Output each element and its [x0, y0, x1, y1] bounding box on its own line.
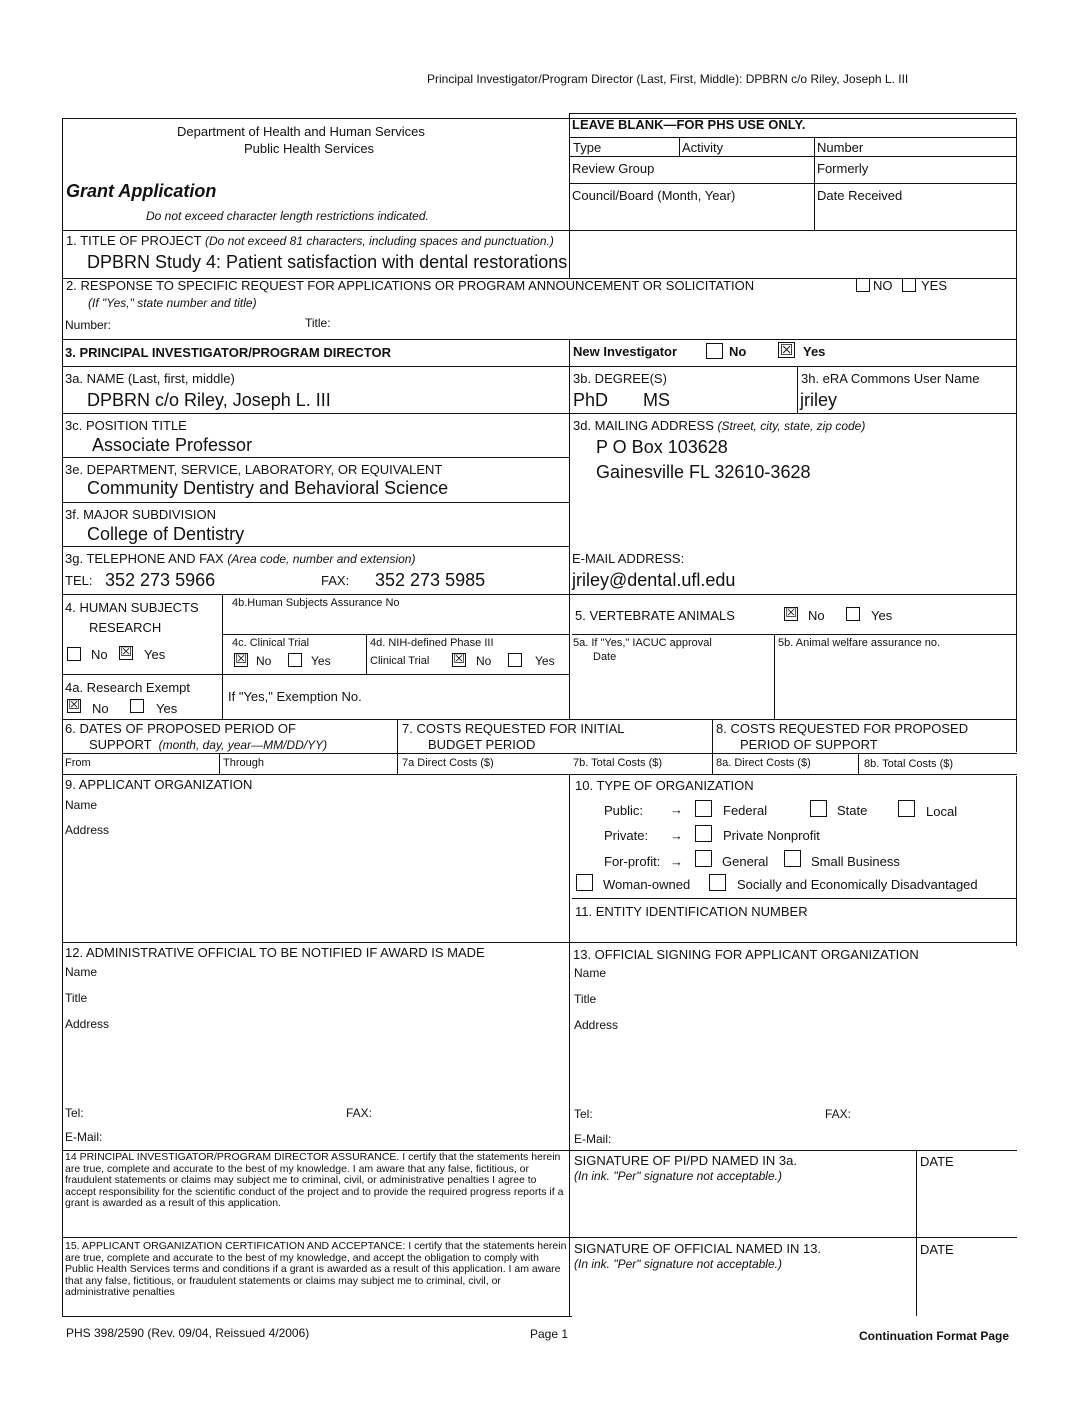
new-inv-yes-label: Yes — [803, 344, 826, 359]
form-title: Grant Application — [66, 181, 217, 201]
item2-yes-label: YES — [921, 278, 948, 293]
direct-costs-8a: 8a. Direct Costs ($) — [716, 757, 811, 769]
new-inv-no-label: No — [729, 344, 747, 359]
signing-official-label: 13. OFFICIAL SIGNING FOR APPLICANT ORGANIZATION — [573, 947, 919, 962]
department-label: 3e. DEPARTMENT, SERVICE, LABORATORY, OR EQUIVALENT — [65, 462, 443, 477]
ct-yes-checkbox[interactable] — [288, 653, 302, 667]
org-certification-text: 15. APPLICANT ORGANIZATION CERTIFICATION AND ACCEPTANCE: I certify that the statements herein are true, complete and accurate to the best of my knowledge, and accept the obligation to comply with Public Health Services terms and conditions if a grant is awarded as a result of this application. I am aware that any false, fictitious, or fraudulent statements or claims may subject me to criminal, civil, or administrative penalties — [65, 1240, 567, 1299]
p3-no-checkbox[interactable]: ☒ — [453, 652, 465, 667]
telephone-label: 3g. TELEPHONE AND FAX (Area code, number and extension) — [65, 551, 416, 566]
admin-email-label: E-Mail: — [65, 1130, 103, 1144]
federal-label: Federal — [723, 803, 768, 818]
proposed-costs-label: 8. COSTS REQUESTED FOR PROPOSED — [716, 721, 969, 736]
position-label: 3c. POSITION TITLE — [65, 418, 187, 433]
local-checkbox[interactable] — [898, 800, 915, 817]
ct-no-checkbox[interactable]: ☒ — [235, 652, 247, 667]
pi-header-line: Principal Investigator/Program Director (Last, First, Middle): DPBRN c/o Riley, Joseph L. III — [427, 72, 909, 86]
va-yes-checkbox[interactable] — [846, 607, 860, 621]
exempt-label: 4a. Research Exempt — [65, 680, 191, 695]
exempt-no-checkbox[interactable]: ☒ — [68, 698, 80, 713]
private-arrow: → — [670, 828, 683, 843]
admin-official-label: 12. ADMINISTRATIVE OFFICIAL TO BE NOTIFIED IF AWARD IS MADE — [65, 945, 485, 960]
total-costs-7b: 7b. Total Costs ($) — [573, 757, 663, 769]
ct-no-label: No — [256, 654, 272, 668]
phs-number-label: Number — [817, 140, 864, 155]
fax-prefix: FAX: — [321, 573, 350, 588]
dates-label-2: SUPPORT (month, day, year—MM/DD/YY) — [89, 737, 328, 752]
woman-owned-checkbox[interactable] — [576, 874, 593, 891]
signer-name-label: Name — [574, 966, 607, 980]
small-business-checkbox[interactable] — [784, 850, 801, 867]
item2-yes-checkbox[interactable] — [902, 278, 916, 292]
item2-no-checkbox[interactable] — [856, 278, 870, 292]
item2-label: 2. RESPONSE TO SPECIFIC REQUEST FOR APPLICATIONS OR PROGRAM ANNOUNCEMENT OR SOLICITATION — [66, 278, 755, 293]
total-costs-8b: 8b. Total Costs ($) — [864, 758, 954, 770]
signer-email-label: E-Mail: — [574, 1132, 612, 1146]
council-label: Council/Board (Month, Year) — [572, 188, 736, 203]
agency-dept: Department of Health and Human Services — [177, 124, 425, 139]
local-label: Local — [926, 804, 958, 819]
assurance-label: 4b.Human Subjects Assurance No — [232, 597, 400, 609]
department-field[interactable]: Community Dentistry and Behavioral Science — [87, 478, 449, 498]
state-label: State — [837, 803, 868, 818]
continuation-format: Continuation Format Page — [859, 1329, 1009, 1343]
federal-checkbox[interactable] — [695, 800, 712, 817]
hs-yes-label: Yes — [144, 647, 166, 662]
pi-signature-label: SIGNATURE OF PI/PD NAMED IN 3a. — [574, 1153, 797, 1168]
initial-costs-label: 7. COSTS REQUESTED FOR INITIAL — [402, 721, 625, 736]
degree-1[interactable]: PhD — [573, 390, 609, 410]
nonprofit-label: Private Nonprofit — [723, 828, 820, 843]
va-no-label: No — [808, 608, 825, 623]
phase3-label: 4d. NIH-defined Phase III — [370, 637, 494, 649]
signer-tel-label: Tel: — [574, 1107, 593, 1121]
human-subjects-label-2: RESEARCH — [89, 620, 162, 635]
proposed-costs-label-2: PERIOD OF SUPPORT — [740, 737, 878, 752]
clinical-trial-label: 4c. Clinical Trial — [232, 637, 310, 649]
from-label: From — [65, 757, 91, 769]
signer-title-label: Title — [574, 992, 597, 1006]
p3-yes-label: Yes — [535, 654, 555, 668]
fax-field[interactable]: 352 273 5985 — [375, 570, 486, 590]
item2-hint: (If "Yes," state number and title) — [88, 296, 257, 310]
item3-label: 3. PRINCIPAL INVESTIGATOR/PROGRAM DIRECTOR — [65, 345, 391, 360]
signer-fax-label: FAX: — [825, 1107, 852, 1121]
pi-date-label: DATE — [920, 1154, 954, 1169]
general-checkbox[interactable] — [695, 850, 712, 867]
initial-costs-label-2: BUDGET PERIOD — [428, 737, 536, 752]
va-no-checkbox[interactable]: ☒ — [785, 606, 797, 621]
degree-2[interactable]: MS — [643, 390, 670, 410]
forprofit-label: For-profit: — [604, 854, 661, 869]
state-checkbox[interactable] — [810, 800, 827, 817]
admin-title-label: Title — [65, 991, 88, 1005]
hs-yes-checkbox[interactable]: ☒ — [120, 645, 132, 660]
era-field[interactable]: jriley — [800, 390, 838, 410]
email-label: E-MAIL ADDRESS: — [572, 551, 685, 566]
phs-activity-label: Activity — [682, 140, 724, 155]
p3-no-label: No — [476, 654, 492, 668]
admin-name-label: Name — [65, 965, 98, 979]
telephone-field[interactable]: 352 273 5966 — [105, 570, 216, 590]
private-label: Private: — [604, 828, 649, 843]
new-inv-yes-checkbox[interactable]: ☒ — [779, 341, 794, 359]
admin-fax-label: FAX: — [346, 1106, 373, 1120]
subdivision-label: 3f. MAJOR SUBDIVISION — [65, 507, 216, 522]
hs-no-label: No — [91, 647, 108, 662]
public-label: Public: — [604, 803, 644, 818]
signer-address-label: Address — [574, 1018, 619, 1032]
admin-tel-label: Tel: — [65, 1106, 84, 1120]
item2-title-label: Title: — [305, 316, 331, 330]
direct-costs-7a: 7a Direct Costs ($) — [402, 757, 494, 769]
item2-number-label: Number: — [65, 318, 112, 332]
vertebrate-label: 5. VERTEBRATE ANIMALS — [575, 608, 735, 623]
length-note: Do not exceed character length restrictions indicated. — [146, 209, 429, 223]
mailing-line-2[interactable]: Gainesville FL 32610-3628 — [596, 462, 811, 482]
through-label: Through — [223, 757, 264, 769]
iacuc-label: 5a. If "Yes," IACUC approval — [573, 637, 712, 649]
tel-prefix: TEL: — [65, 573, 93, 588]
item2-no-label: NO — [873, 278, 893, 293]
small-business-label: Small Business — [811, 854, 900, 869]
exemption-no-label: If "Yes," Exemption No. — [228, 689, 362, 704]
va-yes-label: Yes — [871, 608, 893, 623]
exempt-yes-label: Yes — [156, 701, 178, 716]
disadvantaged-label: Socially and Economically Disadvantaged — [737, 877, 978, 892]
degree-label: 3b. DEGREE(S) — [573, 371, 667, 386]
nonprofit-checkbox[interactable] — [695, 825, 712, 842]
admin-address-label: Address — [65, 1017, 110, 1031]
general-label: General — [722, 854, 769, 869]
new-inv-no-checkbox[interactable] — [706, 343, 723, 359]
exempt-no-label: No — [92, 701, 109, 716]
entity-id-label: 11. ENTITY IDENTIFICATION NUMBER — [575, 904, 808, 919]
agency-phs: Public Health Services — [244, 141, 375, 156]
ct-yes-label: Yes — [311, 654, 331, 668]
p3-yes-checkbox[interactable] — [508, 653, 522, 667]
item1-label: 1. TITLE OF PROJECT (Do not exceed 81 characters, including spaces and punctuation.) — [66, 233, 554, 248]
project-title-field[interactable]: DPBRN Study 4: Patient satisfaction with dental restorations — [87, 252, 568, 272]
disadvantaged-checkbox[interactable] — [709, 874, 726, 891]
hs-no-checkbox[interactable] — [67, 647, 81, 661]
official-signature-label: SIGNATURE OF OFFICIAL NAMED IN 13. — [574, 1241, 822, 1256]
email-field[interactable]: jriley@dental.ufl.edu — [572, 570, 736, 590]
org-address-label: Address — [65, 823, 110, 837]
human-subjects-label: 4. HUMAN SUBJECTS — [65, 600, 199, 615]
new-investigator-label: New Investigator — [573, 344, 678, 359]
woman-owned-label: Woman-owned — [603, 877, 691, 892]
official-signature-hint: (In ink. "Per" signature not acceptable.) — [574, 1257, 782, 1271]
pi-signature-hint: (In ink. "Per" signature not acceptable.) — [574, 1169, 782, 1183]
date-received-label: Date Received — [817, 188, 903, 203]
position-field[interactable]: Associate Professor — [92, 435, 253, 455]
dates-label: 6. DATES OF PROPOSED PERIOD OF — [65, 721, 296, 736]
form-number: PHS 398/2590 (Rev. 09/04, Reissued 4/2006) — [66, 1326, 310, 1340]
org-type-label: 10. TYPE OF ORGANIZATION — [575, 778, 754, 793]
phs-use-title: LEAVE BLANK—FOR PHS USE ONLY. — [572, 117, 806, 132]
forprofit-arrow: → — [670, 854, 683, 869]
name-label: 3a. NAME (Last, first, middle) — [65, 371, 235, 386]
pi-assurance-text: 14 PRINCIPAL INVESTIGATOR/PROGRAM DIRECTOR ASSURANCE. I certify that the statements herein are true, complete and accurate to the best of my knowledge. I am aware that any false, fictitious, or fraudulent statements or claims may subject me to criminal, civil, or administrative penalties I agree to accept responsibility for the scientific conduct of the project and to provide the required progress reports if a grant is awarded as a result of this application. — [65, 1151, 564, 1210]
phase3-label-2: Clinical Trial — [370, 655, 430, 667]
formerly-label: Formerly — [817, 161, 869, 176]
mailing-label: 3d. MAILING ADDRESS (Street, city, state, zip code) — [573, 418, 866, 433]
applicant-org-label: 9. APPLICANT ORGANIZATION — [65, 777, 253, 792]
official-date-label: DATE — [920, 1242, 954, 1257]
exempt-yes-checkbox[interactable] — [130, 699, 144, 713]
public-arrow: → — [670, 802, 683, 817]
mailing-line-1[interactable]: P O Box 103628 — [596, 437, 728, 457]
phs-type-label: Type — [573, 140, 602, 155]
page-number: Page 1 — [530, 1327, 569, 1341]
welfare-label: 5b. Animal welfare assurance no. — [778, 637, 941, 649]
era-label: 3h. eRA Commons User Name — [801, 371, 980, 386]
subdivision-field[interactable]: College of Dentistry — [87, 524, 245, 544]
pi-name-field[interactable]: DPBRN c/o Riley, Joseph L. III — [87, 390, 331, 410]
review-group-label: Review Group — [572, 161, 655, 176]
iacuc-date-label: Date — [593, 651, 617, 663]
org-name-label: Name — [65, 798, 98, 812]
